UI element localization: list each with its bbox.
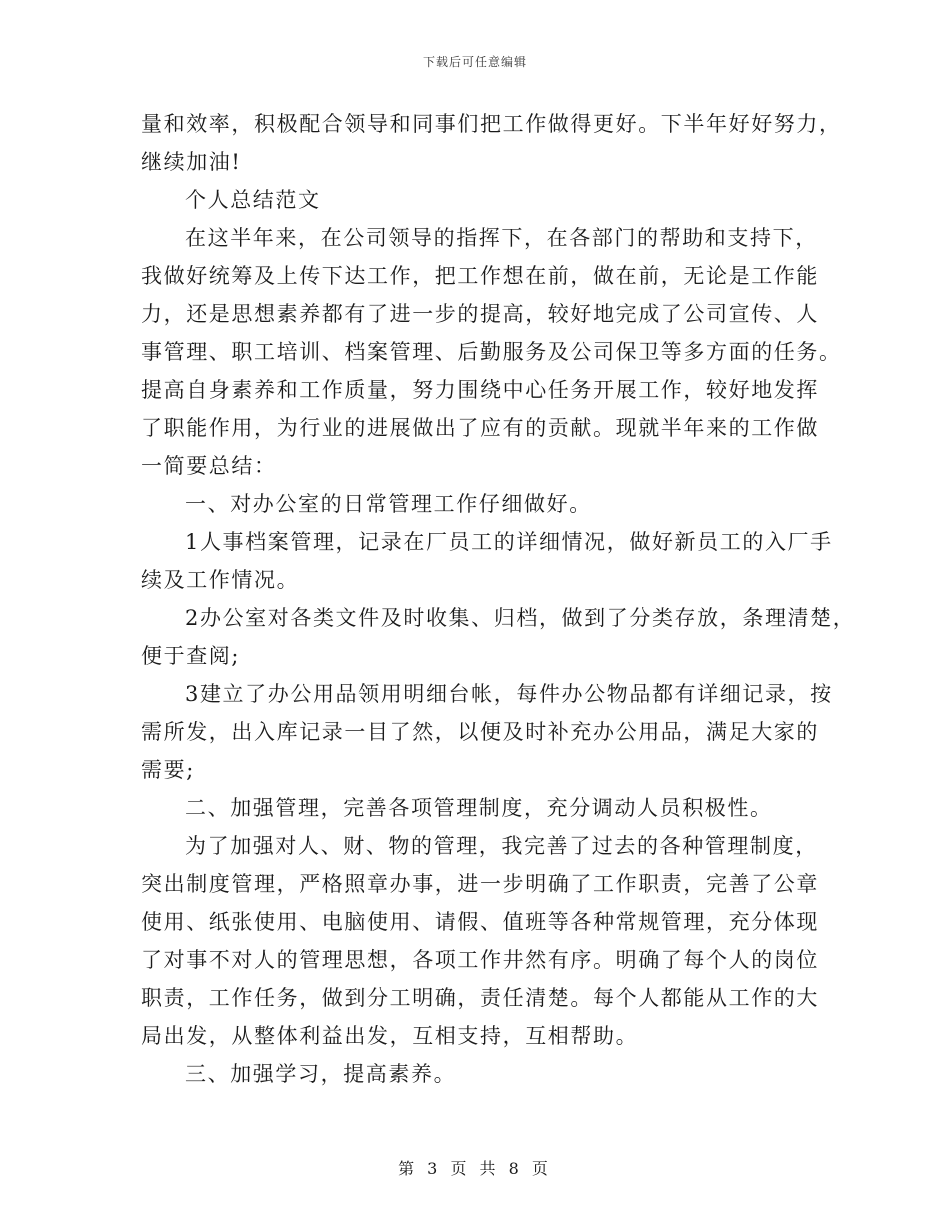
body-line: 需要;: [141, 758, 195, 782]
body-line: 2办公室对各类文件及时收集、归档，做到了分类存放，条理清楚，: [185, 606, 856, 630]
body-line: 一简要总结：: [141, 454, 277, 478]
body-line: 局出发，从整体利益出发，互相支持，互相帮助。: [141, 1024, 639, 1048]
body-line: 续及工作情况。: [141, 568, 300, 592]
body-line: 了对事不对人的管理思想，各项工作井然有序。明确了每个人的岗位: [141, 948, 819, 972]
body-line: 事管理、职工培训、档案管理、后勤服务及公司保卫等多方面的任务。: [141, 340, 842, 364]
body-line: 便于查阅;: [141, 644, 241, 668]
page-number: 第 3 页 共 8 页: [398, 1159, 552, 1178]
body-line: 在这半年来，在公司领导的指挥下，在各部门的帮助和支持下，: [185, 226, 818, 250]
body-line: 3建立了办公用品领用明细台帐，每件办公物品都有详细记录，按: [185, 682, 833, 706]
body-line: 继续加油!: [141, 150, 242, 174]
section-heading: 一、对办公室的日常管理工作仔细做好。: [185, 492, 592, 516]
body-line: 我做好统筹及上传下达工作，把工作想在前，做在前，无论是工作能: [141, 264, 819, 288]
body-line: 了职能作用，为行业的进展做出了应有的贡献。现就半年来的工作做: [141, 416, 819, 440]
body-line: 职责，工作任务，做到分工明确，责任清楚。每个人都能从工作的大: [141, 986, 819, 1010]
section-heading: 三、加强学习，提高素养。: [185, 1062, 457, 1086]
section-title: 个人总结范文: [185, 188, 321, 212]
page-header: 下载后可任意编辑: [422, 55, 527, 69]
body-line: 量和效率，积极配合领导和同事们把工作做得更好。下半年好好努力，: [141, 112, 842, 136]
body-line: 为了加强对人、财、物的管理，我完善了过去的各种管理制度，: [185, 834, 818, 858]
body-line: 使用、纸张使用、电脑使用、请假、值班等各种常规管理，充分体现: [141, 910, 819, 934]
body-line: 力，还是思想素养都有了进一步的提高，较好地完成了公司宣传、人: [141, 302, 819, 326]
body-line: 提高自身素养和工作质量，努力围绕中心任务开展工作，较好地发挥: [141, 378, 819, 402]
body-line: 突出制度管理，严格照章办事，进一步明确了工作职责，完善了公章: [141, 872, 819, 896]
body-line: 需所发，出入库记录一目了然，以便及时补充办公用品，满足大家的: [141, 720, 819, 744]
document-body: [141, 105, 856, 1093]
body-line: 1人事档案管理，记录在厂员工的详细情况，做好新员工的入厂手: [185, 530, 833, 554]
section-heading: 二、加强管理，完善各项管理制度，充分调动人员积极性。: [185, 796, 773, 820]
